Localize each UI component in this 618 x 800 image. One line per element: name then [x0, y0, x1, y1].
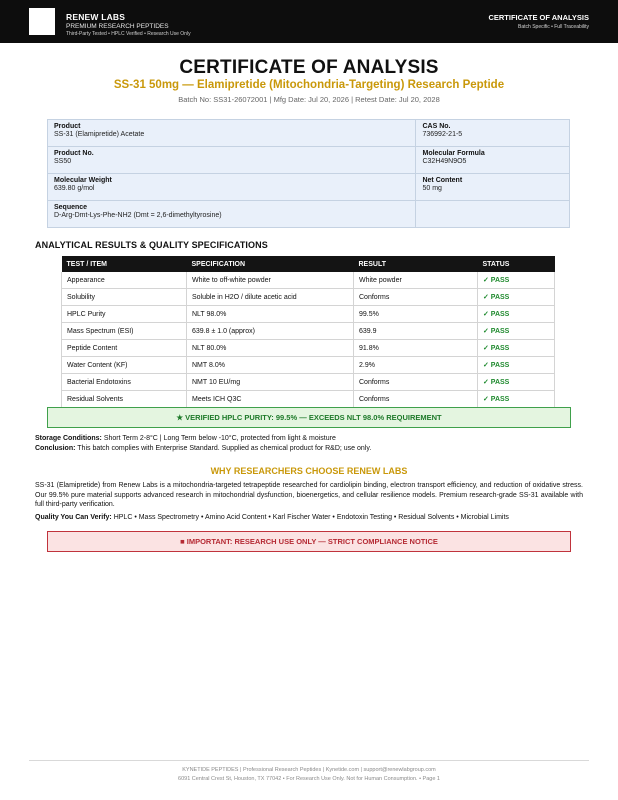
sequence-value: D-Arg-Dmt-Lys-Phe-NH2 (Dmt = 2,6-dimethyltyrosine): [54, 212, 222, 219]
product-value: SS-31 (Elamipretide) Acetate: [54, 131, 145, 138]
col-result: RESULT: [354, 256, 478, 272]
verified-purity-banner: ★ VERIFIED HPLC PURITY: 99.5% — EXCEEDS NLT 98.0% REQUIREMENT: [47, 407, 571, 428]
product-label: Product: [54, 123, 81, 130]
results-table: [61, 256, 555, 408]
test-cell: Solubility: [62, 289, 187, 306]
test-cell: Residual Solvents: [62, 391, 187, 408]
why-heading: WHY RESEARCHERS CHOOSE RENEW LABS: [210, 466, 408, 476]
footer-divider: [29, 760, 589, 761]
result-cell: 91.8%: [354, 340, 478, 357]
conclusion-label: Conclusion:: [35, 444, 76, 452]
sequence-label: Sequence: [54, 204, 88, 211]
table-row: [62, 306, 555, 323]
results-heading: ANALYTICAL RESULTS & QUALITY SPECIFICATIONS: [35, 240, 268, 250]
status-badge: ✓ PASS: [478, 374, 555, 391]
compliance-notice-banner: ■ IMPORTANT: RESEARCH USE ONLY — STRICT COMPLIANCE NOTICE: [47, 531, 571, 552]
status-badge: ✓ PASS: [478, 391, 555, 408]
formula-value: C32H49N9O5: [422, 158, 467, 165]
page-title: CERTIFICATE OF ANALYSIS: [179, 57, 439, 78]
storage-label: Storage Conditions:: [35, 435, 102, 442]
sequence-cell: [48, 201, 416, 228]
spec-cell: NMT 10 EU/mg: [187, 374, 354, 391]
logo-box: [29, 8, 55, 35]
result-cell: Conforms: [354, 374, 478, 391]
doc-type-sub: Batch Specific • Full Traceability: [518, 24, 589, 30]
formula-cell: [416, 147, 570, 174]
result-cell: 2.9%: [354, 357, 478, 374]
test-cell: Water Content (KF): [62, 357, 187, 374]
brand-name: RENEW LABS: [66, 12, 126, 22]
footer-line-1: KYNETIDE PEPTIDES | Professional Research Peptides | Kynetide.com | support@renewlabgroup.com: [182, 767, 436, 773]
conclusion-line: [35, 444, 585, 454]
status-badge: ✓ PASS: [478, 272, 555, 289]
spec-cell: Meets ICH Q3C: [187, 391, 354, 408]
col-spec: SPECIFICATION: [187, 256, 354, 272]
product-subtitle: SS-31 50mg — Elamipretide (Mitochondria-Targeting) Research Peptide: [113, 79, 505, 91]
product-cell: [48, 120, 416, 147]
status-badge: ✓ PASS: [478, 357, 555, 374]
why-paragraph: SS-31 (Elamipretide) from Renew Labs is a mitochondria-targeted tetrapeptide researched for cardiolipin binding, electron transport efficiency, and reduction of oxidative stress. Our 99.5% pure material supports advanced research in mitochondrial dysfunction, bioenergetics, and cellular resilience models. Premium research-grade SS-31 available with full third-party verification.: [35, 482, 583, 509]
spec-cell: NLT 80.0%: [187, 340, 354, 357]
storage-line: [35, 434, 585, 444]
quality-line: [35, 514, 585, 521]
result-cell: Conforms: [354, 289, 478, 306]
spec-cell: NMT 8.0%: [187, 357, 354, 374]
status-badge: ✓ PASS: [478, 323, 555, 340]
storage-conclusion-block: [35, 434, 585, 453]
net-value: 50 mg: [422, 185, 442, 192]
result-cell: 639.9: [354, 323, 478, 340]
product-info-table: [47, 119, 570, 228]
product-no-value: SS50: [54, 158, 72, 165]
product-no-cell: [48, 147, 416, 174]
net-label: Net Content: [422, 177, 463, 184]
top-header-bar: [0, 0, 618, 43]
spec-cell: White to off-white powder: [187, 272, 354, 289]
col-status: STATUS: [478, 256, 555, 272]
doc-type-label: CERTIFICATE OF ANALYSIS: [488, 13, 589, 22]
spec-cell: NLT 98.0%: [187, 306, 354, 323]
spec-cell: 639.8 ± 1.0 (approx): [187, 323, 354, 340]
test-cell: Peptide Content: [62, 340, 187, 357]
empty-cell: [416, 201, 570, 228]
spec-cell: Soluble in H2O / dilute acetic acid: [187, 289, 354, 306]
footer-line-2: 6091 Central Crest St, Houston, TX 77042 • For Research Use Only. Not for Human Consumption. • Page 1: [178, 776, 440, 782]
table-row: [62, 323, 555, 340]
col-test: TEST / ITEM: [62, 256, 187, 272]
mw-cell: [48, 174, 416, 201]
cas-label: CAS No.: [422, 123, 451, 130]
quality-text: HPLC • Mass Spectrometry • Amino Acid Content • Karl Fischer Water • Endotoxin Testing • Residual Solvents • Microbial Limits: [111, 514, 509, 521]
status-badge: ✓ PASS: [478, 289, 555, 306]
result-cell: 99.5%: [354, 306, 478, 323]
brand-subtitle: PREMIUM RESEARCH PEPTIDES: [66, 23, 169, 30]
table-row: [62, 374, 555, 391]
table-row: [62, 357, 555, 374]
formula-label: Molecular Formula: [422, 150, 485, 157]
mw-value: 639.80 g/mol: [54, 185, 95, 192]
storage-text: Short Term 2-8°C | Long Term below -10°C, protected from light & moisture: [101, 435, 336, 442]
cas-value: 736992-21-5: [422, 131, 463, 138]
result-cell: Conforms: [354, 391, 478, 408]
test-cell: Mass Spectrum (ESI): [62, 323, 187, 340]
status-badge: ✓ PASS: [478, 306, 555, 323]
batch-line: Batch No: SS31-26072001 | Mfg Date: Jul 20, 2026 | Retest Date: Jul 20, 2028: [178, 95, 440, 104]
quality-label: Quality You Can Verify:: [35, 514, 112, 521]
test-cell: Bacterial Endotoxins: [62, 374, 187, 391]
brand-tagline: Third-Party Tested • HPLC Verified • Research Use Only: [66, 31, 191, 37]
status-badge: ✓ PASS: [478, 340, 555, 357]
table-row: [62, 340, 555, 357]
conclusion-text: This batch complies with Enterprise Standard. Supplied as chemical product for R&D; use only.: [75, 444, 372, 452]
table-row: [62, 391, 555, 408]
product-no-label: Product No.: [54, 150, 94, 157]
table-row: [62, 289, 555, 306]
results-header-row: [62, 256, 555, 272]
result-cell: White powder: [354, 272, 478, 289]
mw-label: Molecular Weight: [54, 177, 112, 184]
net-cell: [416, 174, 570, 201]
test-cell: HPLC Purity: [62, 306, 187, 323]
test-cell: Appearance: [62, 272, 187, 289]
table-row: [62, 272, 555, 289]
cas-cell: [416, 120, 570, 147]
